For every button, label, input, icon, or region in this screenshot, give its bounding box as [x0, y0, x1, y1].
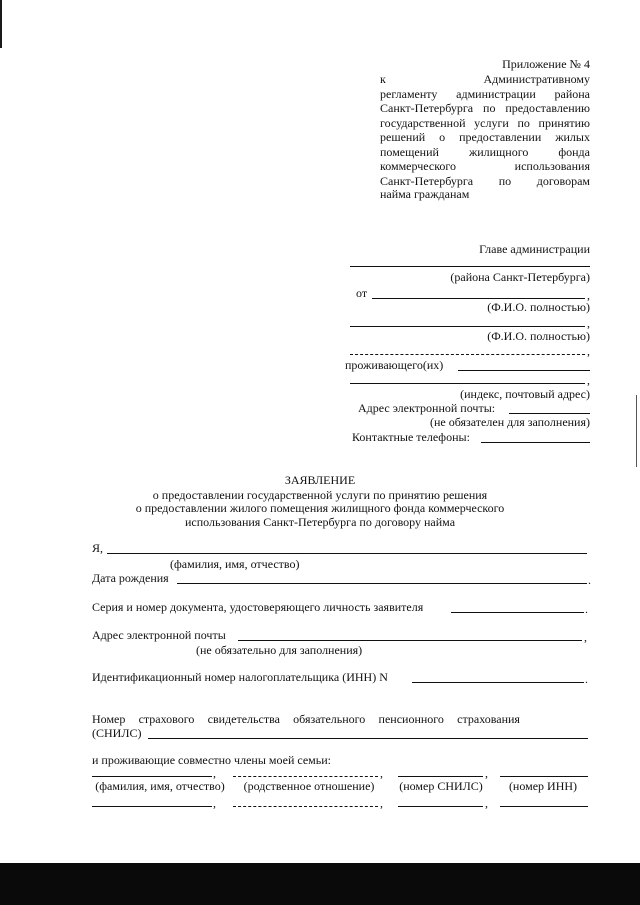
- family-snils-line[interactable]: [398, 776, 483, 777]
- residing-label: проживающего(их): [345, 358, 444, 372]
- appendix-title: Приложение № 4: [502, 57, 590, 71]
- address-line[interactable]: [350, 383, 585, 384]
- appendix-word: помещений: [380, 144, 439, 159]
- appendix-line: [380, 72, 590, 86]
- heading-line-3: использования Санкт-Петербурга по договору найма: [184, 515, 456, 529]
- id-document-line[interactable]: [451, 612, 584, 613]
- district-line[interactable]: [350, 266, 590, 267]
- district-caption: (района Санкт-Петербурга): [450, 270, 590, 284]
- i-label: Я,: [92, 541, 104, 555]
- applicant-name-caption: (фамилия, имя, отчество): [170, 557, 300, 571]
- document-title: ЗАЯВЛЕНИЕ: [284, 473, 356, 487]
- appendix-word: решений: [380, 130, 426, 144]
- from-label: от: [356, 286, 368, 300]
- appendix-word: предоставлении: [459, 130, 542, 144]
- family-name-line[interactable]: [92, 776, 212, 777]
- fio-line-2[interactable]: [350, 326, 585, 327]
- email-line-top[interactable]: [509, 413, 590, 414]
- email-label-top: Адрес электронной почты:: [358, 401, 496, 415]
- family-caption-snils: (номер СНИЛС): [399, 779, 483, 793]
- family-inn-line-2[interactable]: [500, 806, 588, 807]
- appendix-word: Санкт-Петербурга: [380, 173, 474, 188]
- id-document-label: Серия и номер документа, удостоверяющего личность заявителя: [92, 600, 424, 614]
- appendix-line: [380, 145, 590, 159]
- appendix-word: по: [483, 101, 496, 115]
- appendix-line: [380, 159, 590, 173]
- phones-line[interactable]: [481, 442, 590, 443]
- appendix-word: Санкт-Петербурга: [380, 101, 474, 115]
- family-caption-inn: (номер ИНН): [508, 779, 578, 793]
- appendix-line: [380, 130, 590, 144]
- appendix-last-line: найма гражданам: [380, 187, 470, 201]
- family-caption-fio: (фамилия, имя, отчество): [95, 779, 225, 793]
- birth-date-line[interactable]: [177, 583, 587, 584]
- appendix-word: принятию: [538, 115, 590, 130]
- snils-word: Номер: [92, 712, 126, 726]
- appendix-word: Административному: [483, 72, 590, 86]
- email-note-top: (не обязателен для заполнения): [429, 415, 590, 429]
- appendix-word: использования: [514, 159, 590, 173]
- snils-label-2: (СНИЛС): [92, 726, 142, 740]
- family-label: и проживающие совместно члены моей семьи:: [92, 753, 331, 767]
- addressee-to: Главе администрации: [479, 242, 590, 256]
- appendix-word: района: [554, 86, 590, 101]
- appendix-word: жилищного: [468, 144, 529, 159]
- inn-label: Идентификационный номер налогоплательщика (ИНН) N: [92, 670, 388, 684]
- appendix-word: договорам: [536, 173, 590, 188]
- email-note: (не обязательно для заполнения): [196, 643, 363, 657]
- appendix-word: жилых: [555, 130, 590, 144]
- appendix-line: [380, 174, 590, 188]
- snils-word: пенсионного: [378, 712, 444, 726]
- family-name-line-2[interactable]: [92, 806, 212, 807]
- applicant-name-line[interactable]: [107, 553, 587, 554]
- scan-edge-mark: [0, 0, 2, 48]
- appendix-word: к: [380, 72, 386, 86]
- appendix-word: коммерческого: [380, 159, 457, 173]
- snils-word: страхового: [138, 712, 195, 726]
- appendix-line: [380, 116, 590, 130]
- appendix-line: [380, 87, 590, 101]
- email-label: Адрес электронной почты: [92, 628, 226, 642]
- from-line[interactable]: [372, 298, 585, 299]
- appendix-word: по: [517, 115, 530, 130]
- fio-caption-1: (Ф.И.О. полностью): [487, 300, 590, 314]
- appendix-word: администрации: [456, 86, 536, 101]
- email-line[interactable]: [238, 640, 582, 641]
- snils-line[interactable]: [148, 738, 588, 739]
- inn-line[interactable]: [412, 682, 584, 683]
- snils-label: [92, 712, 520, 726]
- scan-bottom-bar: [0, 863, 640, 905]
- family-snils-line-2[interactable]: [398, 806, 483, 807]
- scan-edge-mark-right: [636, 395, 637, 467]
- family-relation-line-2[interactable]: [233, 806, 378, 807]
- family-relation-line[interactable]: [233, 776, 378, 777]
- appendix-word: по: [498, 173, 512, 188]
- residing-line[interactable]: [458, 370, 590, 371]
- snils-word: свидетельства: [207, 712, 280, 726]
- appendix-line: [380, 101, 590, 115]
- birth-date-label: Дата рождения: [92, 571, 169, 585]
- appendix-word: предоставлению: [505, 101, 590, 115]
- address-caption: (индекс, почтовый адрес): [460, 387, 590, 401]
- appendix-word: о: [439, 130, 446, 144]
- appendix-word: услуги: [474, 115, 509, 130]
- heading-line-1: о предоставлении государственной услуги по принятию решения: [152, 488, 488, 502]
- appendix-word: фонда: [558, 144, 590, 159]
- extra-line[interactable]: [350, 354, 585, 355]
- snils-word: обязательного: [293, 712, 366, 726]
- snils-word: страхования: [457, 712, 520, 726]
- appendix-word: регламенту: [380, 86, 438, 101]
- family-inn-line[interactable]: [500, 776, 588, 777]
- appendix-word: государственной: [380, 115, 466, 130]
- fio-caption-2: (Ф.И.О. полностью): [487, 329, 590, 343]
- phones-label: Контактные телефоны:: [352, 430, 470, 444]
- family-caption-relation: (родственное отношение): [243, 779, 375, 793]
- heading-line-2: о предоставлении жилого помещения жилищного фонда коммерческого: [135, 501, 505, 515]
